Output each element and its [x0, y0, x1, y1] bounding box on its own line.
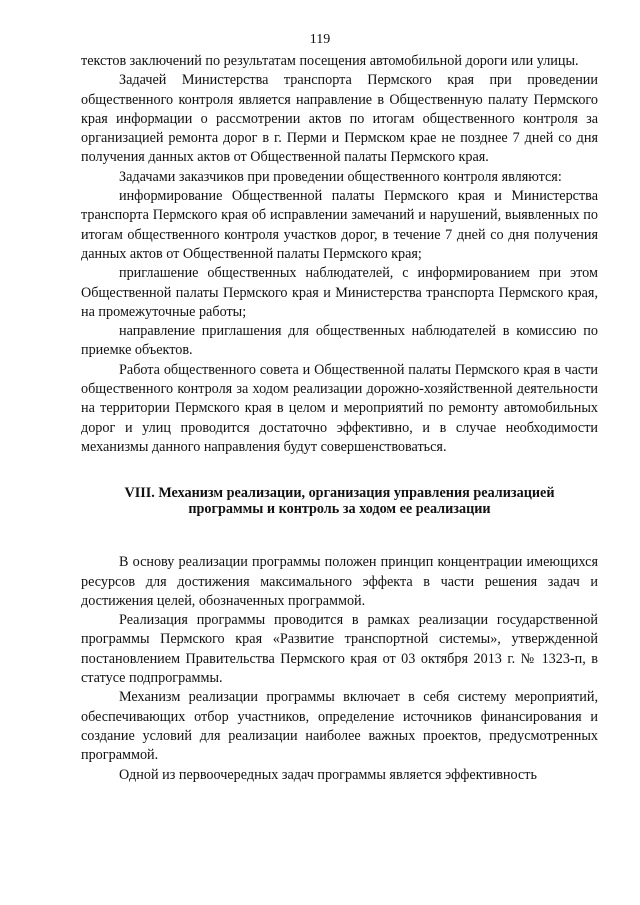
paragraph: Одной из первоочередных задач программы является эффективность	[119, 766, 537, 783]
paragraph: текстов заключений по результатам посещения автомобильной дороги или улицы.	[81, 53, 579, 69]
paragraph: направление приглашения для общественных наблюдателей в комиссию по приемке объектов.	[81, 323, 598, 359]
paragraph: Задачами заказчиков при проведении общественного контроля являются:	[119, 168, 562, 185]
paragraph: приглашение общественных наблюдателей, с информированием при этом Общественной палаты Пермского края и Министерства транспорта Пермского края, на промежуточные работы;	[81, 265, 598, 320]
document-body	[81, 52, 598, 785]
paragraph: Механизм реализации программы включает в себя систему мероприятий, обеспечивающих отбор участников, определение источников финансирования и создание условий для реализации наиболее важных проектов, предусмотренных программой.	[81, 689, 598, 764]
paragraph: Работа общественного совета и Общественной палаты Пермского края в части общественного контроля за ходом реализации дорожно-хозяйственной деятельности на территории Пермского края в целом и мероприятий по ремонту автомобильных дорог и улиц проводится достаточно эффективно, и в случае необходимости механизмы данного направления будут совершенствоваться.	[81, 361, 598, 455]
paragraph: В основу реализации программы положен принцип концентрации имеющихся ресурсов для достижения максимального эффекта в части решения задач и достижения целей, обозначенных программой.	[81, 554, 598, 609]
paragraph: Задачей Министерства транспорта Пермского края при проведении общественного контроля является направление в Общественную палату Пермского края информации о рассмотрении актов по итогам общественного контроля за организацией ремонта дорог в г. Перми и Пермском крае не позднее 7 дней со дня получения данных актов от Общественной палаты Пермского края.	[81, 72, 598, 166]
paragraph: Реализация программы проводится в рамках реализации государственной программы Пермского края «Развитие транспортной системы», утвержденной постановлением Правительства Пермского края от 03 октября 2013 г. № 1323-п, в статусе подпрограммы.	[81, 612, 598, 687]
paragraph: информирование Общественной палаты Пермского края и Министерства транспорта Пермского края об исправлении замечаний и нарушений, выявленных по итогам общественного контроля участков дорог, в течение 7 дней со дня получения данных актов от Общественной палаты Пермского края;	[81, 188, 598, 262]
page-number: 119	[309, 32, 331, 47]
section-heading: VIII. Механизм реализации, организация управления реализацией программы и контроль за ходом ее реализации	[124, 485, 555, 518]
